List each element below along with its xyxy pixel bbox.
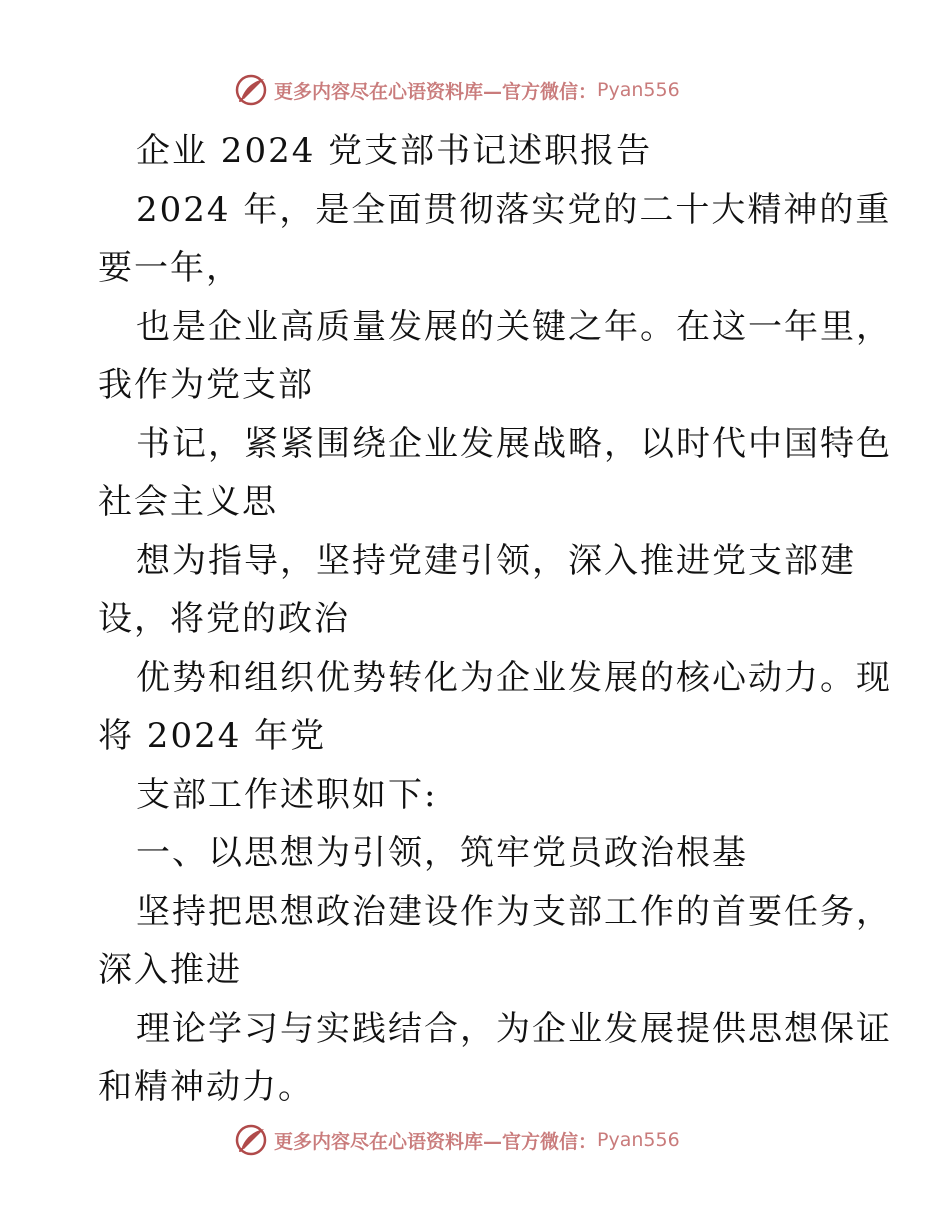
footer-banner-wechat-id: Pyan556	[597, 1129, 680, 1151]
document-title: 企业 2024 党支部书记述职报告	[136, 131, 653, 171]
footer-banner-text: 更多内容尽在心语资料库—官方微信：	[274, 1130, 598, 1153]
header-banner-text: 更多内容尽在心语资料库—官方微信：	[274, 80, 598, 103]
paragraph-line: 书记，紧紧围绕企业发展战略，以时代中国特色	[136, 423, 892, 464]
paragraph-line: 深入推进	[98, 950, 242, 990]
paragraph-line: 支部工作述职如下:	[136, 774, 438, 815]
paragraph-line: 和精神动力。	[98, 1067, 314, 1107]
paragraph-line: 我作为党支部	[98, 365, 314, 405]
logo-quill-icon	[234, 1123, 268, 1157]
section-heading: 一、以思想为引领，筑牢党员政治根基	[136, 833, 748, 873]
header-banner-content	[234, 70, 680, 110]
paragraph-line: 坚持把思想政治建设作为支部工作的首要任务，	[136, 891, 892, 932]
paragraph-line: 也是企业高质量发展的关键之年。在这一年里，	[136, 306, 892, 347]
footer-banner-content	[234, 1120, 680, 1160]
document-body	[98, 122, 892, 1117]
paragraph-line: 2024 年，是全面贯彻落实党的二十大精神的重	[136, 189, 892, 230]
paragraph-line: 社会主义思	[98, 482, 278, 522]
footer-banner	[0, 1120, 950, 1160]
logo-quill-icon	[234, 73, 268, 107]
paragraph-line: 理论学习与实践结合，为企业发展提供思想保证	[136, 1008, 892, 1049]
header-banner	[0, 70, 950, 110]
paragraph-line: 设，将党的政治	[98, 599, 350, 639]
paragraph-line: 要一年，	[98, 248, 242, 288]
header-banner-wechat-id: Pyan556	[597, 79, 680, 101]
paragraph-line: 将 2024 年党	[98, 716, 327, 756]
paragraph-line: 想为指导，坚持党建引领，深入推进党支部建	[136, 540, 856, 581]
paragraph-line: 优势和组织优势转化为企业发展的核心动力。现	[136, 657, 892, 698]
